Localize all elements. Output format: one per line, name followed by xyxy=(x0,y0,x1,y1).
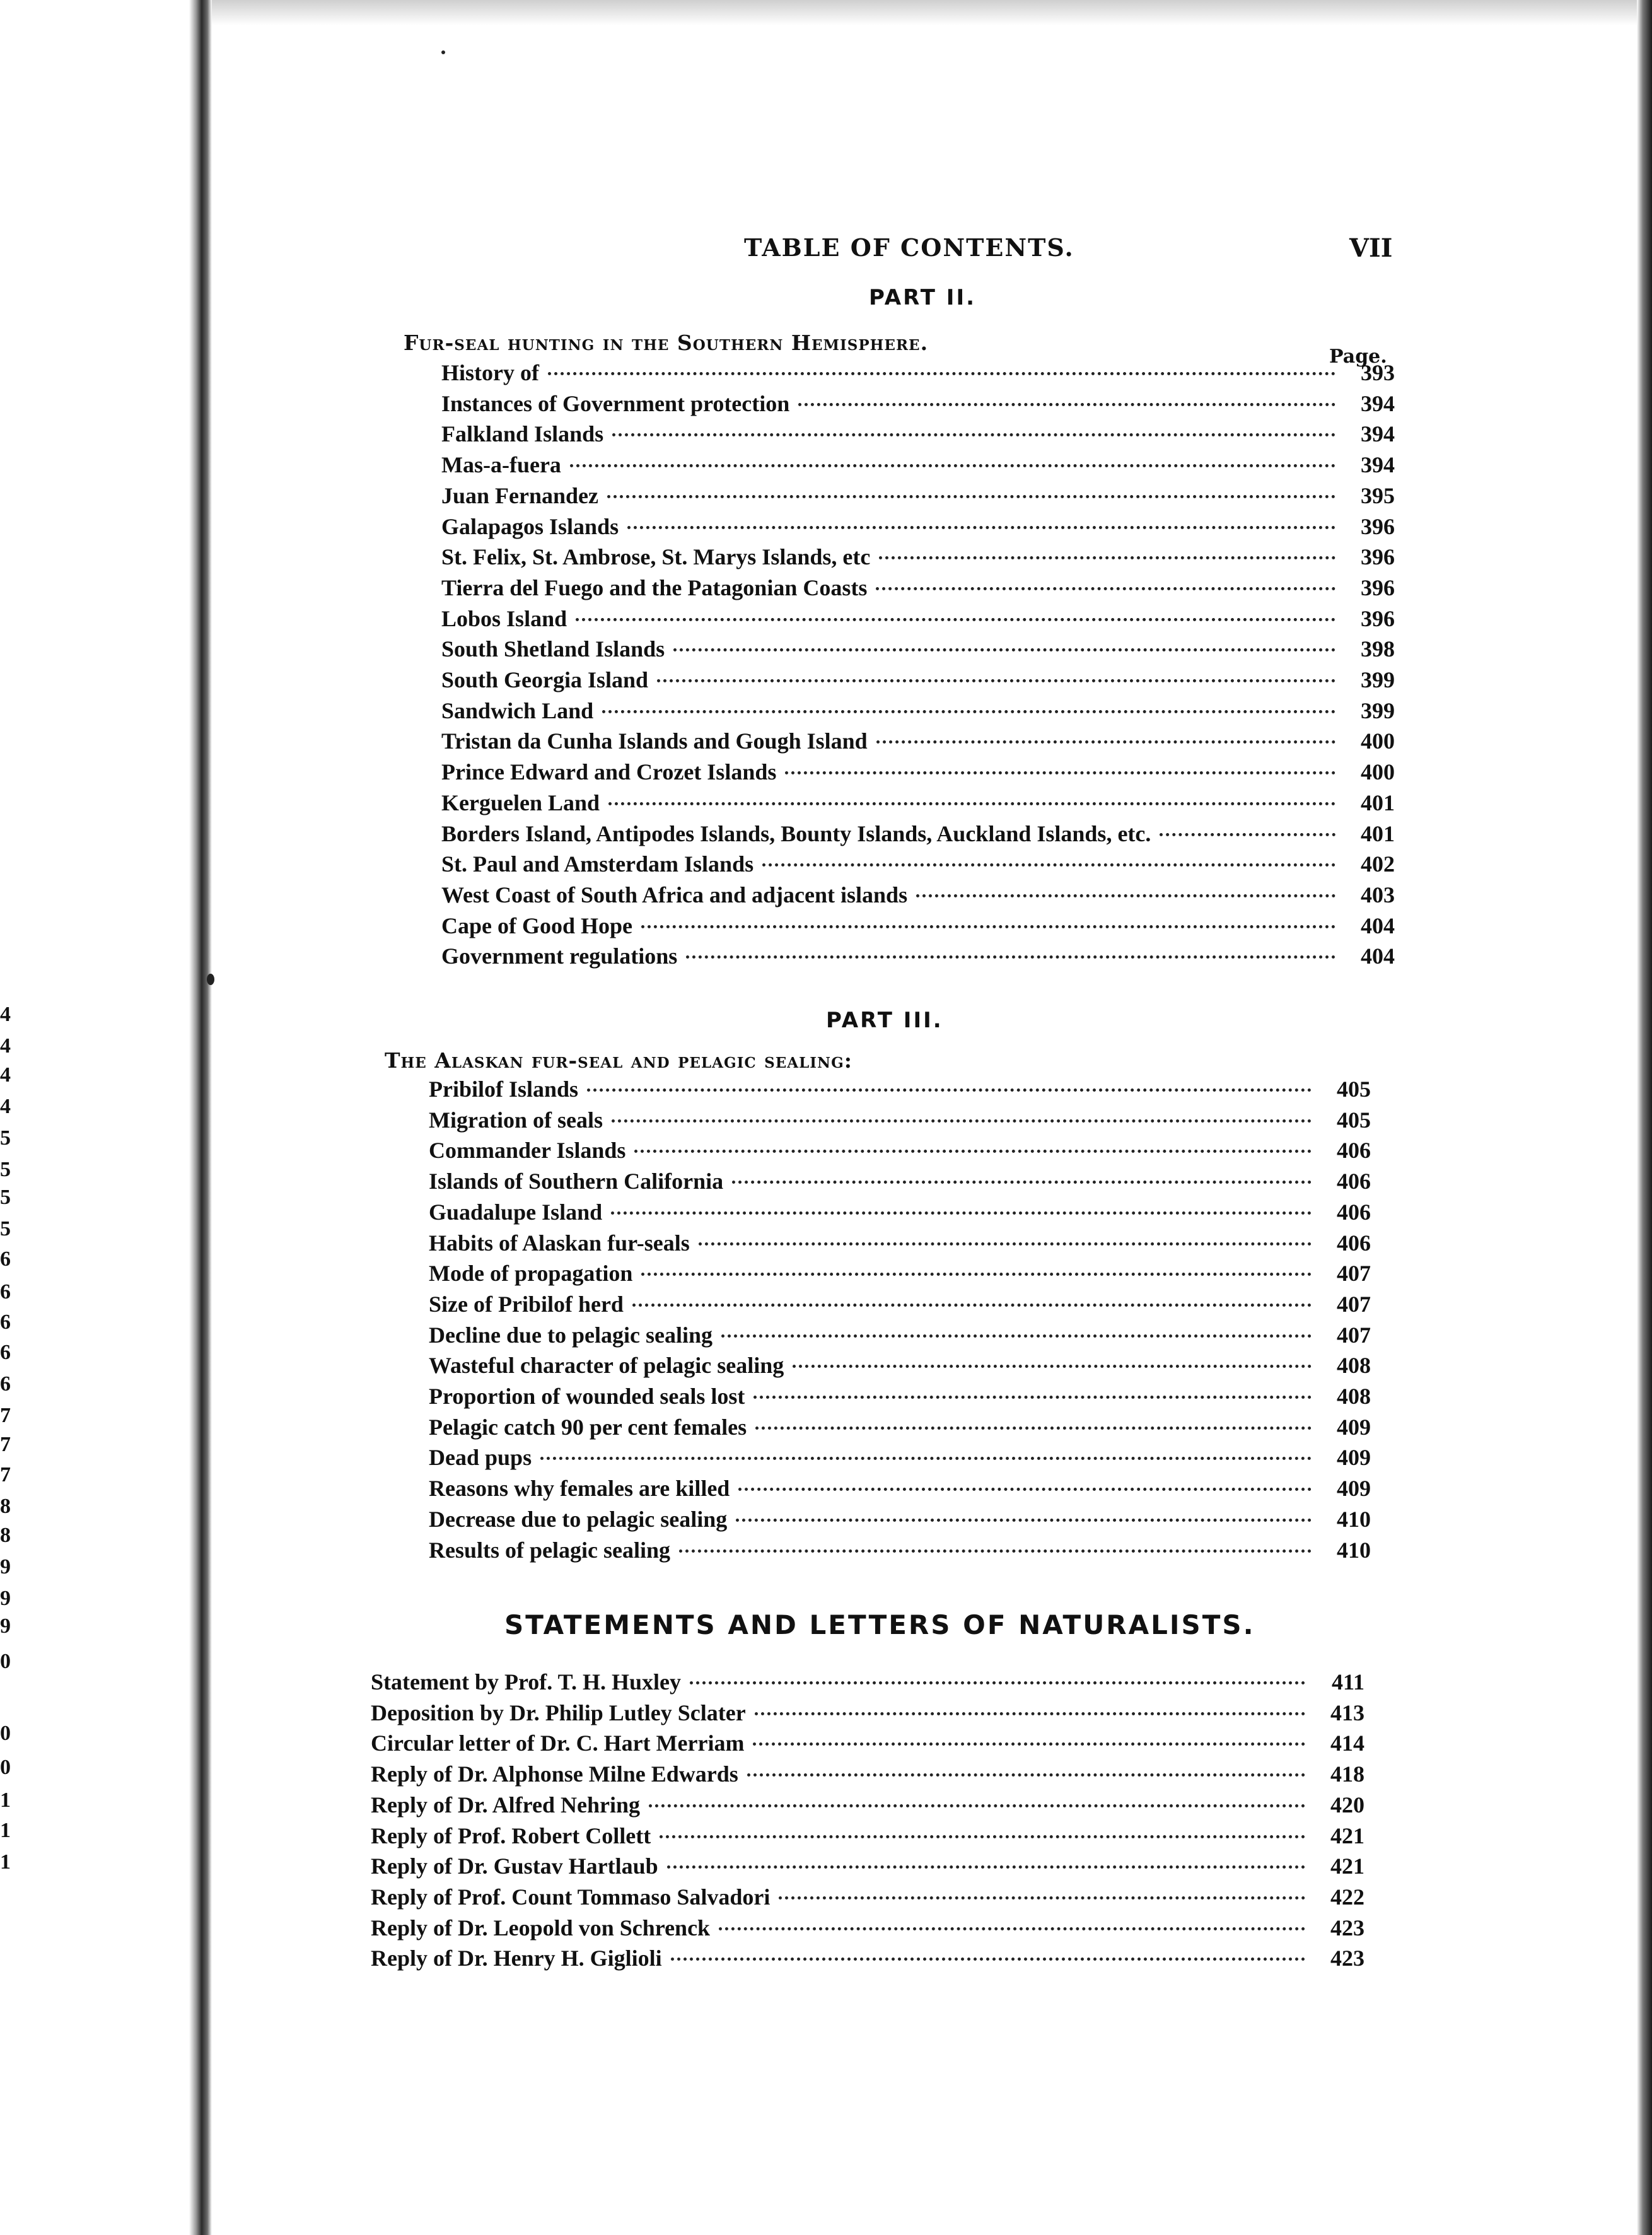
toc-entry xyxy=(429,1107,1371,1137)
leader-dots xyxy=(732,1181,1312,1184)
toc-entry xyxy=(441,790,1395,820)
adjacent-page-number: 4 xyxy=(0,1063,11,1087)
toc-entry-label: Commander Islands xyxy=(429,1138,626,1164)
adjacent-page-margin xyxy=(0,0,50,2235)
adjacent-page-number: 0 xyxy=(0,1722,11,1745)
toc-entry xyxy=(429,1352,1371,1382)
adjacent-page-number: 1 xyxy=(0,1850,11,1874)
leader-dots xyxy=(607,495,1335,498)
page-folio: VII xyxy=(1349,233,1393,263)
toc-entry-label: Statement by Prof. T. H. Huxley xyxy=(371,1669,681,1695)
toc-entry xyxy=(441,390,1395,421)
toc-entry-page: 406 xyxy=(1337,1138,1371,1164)
toc-entry xyxy=(429,1168,1371,1198)
toc-entry-page: 394 xyxy=(1361,421,1395,447)
adjacent-page-number: 1 xyxy=(0,1819,11,1842)
toc-entry xyxy=(429,1506,1371,1536)
adjacent-page-number: 4 xyxy=(0,1034,11,1058)
leader-dots xyxy=(793,1365,1312,1368)
adjacent-page-number: 1 xyxy=(0,1789,11,1812)
toc-entry xyxy=(371,1884,1364,1914)
naturalists-heading: STATEMENTS AND LETTERS OF NATURALISTS. xyxy=(504,1609,1255,1640)
toc-entry-label: Government regulations xyxy=(441,943,678,969)
toc-entry-label: Cape of Good Hope xyxy=(441,913,633,938)
toc-entry-label: Reply of Dr. Alphonse Milne Edwards xyxy=(371,1761,738,1787)
toc-entry-page: 396 xyxy=(1361,605,1395,631)
toc-entry xyxy=(429,1260,1371,1290)
toc-entry xyxy=(441,943,1395,973)
toc-entry-label: Migration of seals xyxy=(429,1107,603,1133)
toc-entry-label: Tristan da Cunha Islands and Gough Island xyxy=(441,728,868,754)
leader-dots xyxy=(657,679,1335,682)
toc-entry xyxy=(441,697,1395,728)
toc-entry-label: Proportion of wounded seals lost xyxy=(429,1384,745,1409)
leader-dots xyxy=(608,802,1335,805)
toc-entry-page: 406 xyxy=(1337,1230,1371,1256)
leader-dots xyxy=(755,1712,1305,1715)
ink-speck xyxy=(441,50,445,54)
toc-entry-page: 403 xyxy=(1361,882,1395,907)
adjacent-page-number: 7 xyxy=(0,1433,11,1456)
toc-entry-page: 396 xyxy=(1361,513,1395,539)
adjacent-page-number: 6 xyxy=(0,1247,11,1271)
toc-entry xyxy=(429,1383,1371,1413)
leader-dots xyxy=(762,863,1335,867)
leader-dots xyxy=(1160,833,1335,836)
leader-dots xyxy=(602,710,1335,713)
toc-entry-page: 406 xyxy=(1337,1199,1371,1225)
adjacent-page-number: 6 xyxy=(0,1280,11,1304)
leader-dots xyxy=(879,556,1335,559)
toc-entry xyxy=(371,1823,1364,1853)
toc-entry xyxy=(441,452,1395,482)
part-ii-heading: Fur-seal hunting in the Southern Hemisphere. xyxy=(404,330,929,355)
leader-dots xyxy=(634,1150,1312,1153)
adjacent-page-number: 5 xyxy=(0,1126,11,1150)
page-top-shadow xyxy=(212,0,1637,25)
toc-entry-label: Instances of Government protection xyxy=(441,390,790,416)
page-column-label: Page. xyxy=(1329,346,1387,368)
toc-entry xyxy=(429,1137,1371,1167)
toc-entry xyxy=(441,421,1395,451)
toc-entry xyxy=(371,1700,1364,1730)
toc-entry-page: 407 xyxy=(1337,1322,1371,1348)
toc-entry-page: 411 xyxy=(1331,1669,1364,1695)
ink-speck xyxy=(207,974,214,985)
toc-entry-page: 408 xyxy=(1337,1353,1371,1379)
toc-entry-label: Falkland Islands xyxy=(441,421,604,447)
toc-entry-label: Mode of propagation xyxy=(429,1261,633,1287)
toc-entry-page: 395 xyxy=(1361,482,1395,508)
toc-entry-label: Decrease due to pelagic sealing xyxy=(429,1506,728,1532)
toc-entry xyxy=(371,1669,1364,1699)
adjacent-page-number: 9 xyxy=(0,1614,11,1638)
toc-entry-label: Mas-a-fuera xyxy=(441,452,561,478)
leader-dots xyxy=(798,403,1335,406)
toc-entry-label: Reply of Dr. Leopold von Schrenck xyxy=(371,1915,711,1940)
toc-entry-page: 401 xyxy=(1361,820,1395,846)
toc-entry-label: Decline due to pelagic sealing xyxy=(429,1322,713,1348)
page-edge-shadow xyxy=(1637,0,1652,2235)
toc-entry-page: 410 xyxy=(1337,1537,1371,1563)
adjacent-page-number: 8 xyxy=(0,1495,11,1518)
toc-entry xyxy=(441,513,1395,544)
running-head: TABLE OF CONTENTS. xyxy=(744,233,1074,262)
toc-entry-page: 400 xyxy=(1361,728,1395,754)
leader-dots xyxy=(747,1773,1305,1777)
toc-entry-page: 404 xyxy=(1361,943,1395,969)
toc-entry xyxy=(371,1945,1364,1975)
toc-entry-page: 399 xyxy=(1361,667,1395,692)
toc-entry-page: 420 xyxy=(1330,1792,1364,1818)
toc-entry-label: Lobos Island xyxy=(441,605,567,631)
toc-entry-page: 405 xyxy=(1337,1107,1371,1133)
toc-entry-label: Pelagic catch 90 per cent females xyxy=(429,1414,747,1440)
toc-entry-page: 404 xyxy=(1361,913,1395,938)
toc-entry-label: South Georgia Island xyxy=(441,667,649,692)
toc-entry xyxy=(441,359,1395,390)
toc-entry-label: Reply of Dr. Gustav Hartlaub xyxy=(371,1853,658,1879)
toc-entry-label: Guadalupe Island xyxy=(429,1199,603,1225)
toc-entry-label: Deposition by Dr. Philip Lutley Sclater xyxy=(371,1700,746,1725)
toc-entry-label: Juan Fernandez xyxy=(441,482,599,508)
toc-entry-page: 421 xyxy=(1330,1823,1364,1848)
toc-entry-label: Reply of Dr. Henry H. Giglioli xyxy=(371,1946,662,1971)
toc-entry xyxy=(441,820,1395,851)
toc-entry xyxy=(429,1322,1371,1352)
toc-entry-label: South Shetland Islands xyxy=(441,636,665,662)
toc-entry-label: Reply of Prof. Count Tommaso Salvadori xyxy=(371,1884,771,1910)
leader-dots xyxy=(785,771,1335,774)
leader-dots xyxy=(632,1304,1312,1307)
adjacent-page-number: 9 xyxy=(0,1555,11,1579)
leader-dots xyxy=(738,1488,1312,1491)
leader-dots xyxy=(753,1742,1305,1746)
toc-entry-label: Circular letter of Dr. C. Hart Merriam xyxy=(371,1730,745,1756)
toc-entry xyxy=(441,575,1395,605)
toc-entry-label: Galapagos Islands xyxy=(441,513,619,539)
toc-entry-page: 423 xyxy=(1330,1915,1364,1940)
toc-entry-label: St. Paul and Amsterdam Islands xyxy=(441,851,754,877)
leader-dots xyxy=(876,740,1335,744)
leader-dots xyxy=(699,1242,1312,1246)
toc-entry-page: 423 xyxy=(1330,1946,1364,1971)
toc-entry-label: West Coast of South Africa and adjacent islands xyxy=(441,882,908,907)
toc-entry-label: Wasteful character of pelagic sealing xyxy=(429,1353,784,1379)
leader-dots xyxy=(721,1334,1312,1338)
toc-entry-page: 405 xyxy=(1337,1077,1371,1102)
toc-entry-page: 422 xyxy=(1330,1884,1364,1910)
leader-dots xyxy=(736,1519,1312,1522)
leader-dots xyxy=(627,526,1335,529)
toc-entry xyxy=(371,1792,1364,1822)
toc-entry-label: Size of Pribilof herd xyxy=(429,1291,624,1317)
toc-entry-page: 410 xyxy=(1337,1506,1371,1532)
leader-dots xyxy=(587,1088,1312,1092)
toc-entry xyxy=(429,1076,1371,1106)
adjacent-page-number: 6 xyxy=(0,1372,11,1396)
adjacent-page-number: 6 xyxy=(0,1341,11,1364)
adjacent-page-number: 9 xyxy=(0,1587,11,1610)
toc-entry-page: 401 xyxy=(1361,790,1395,815)
toc-entry-label: Pribilof Islands xyxy=(429,1077,579,1102)
leader-dots xyxy=(686,955,1335,959)
leader-dots xyxy=(641,1273,1312,1276)
toc-entry xyxy=(441,667,1395,697)
toc-entry-label: Kerguelen Land xyxy=(441,790,600,815)
adjacent-page-number: 5 xyxy=(0,1158,11,1181)
adjacent-page-number: 0 xyxy=(0,1756,11,1779)
leader-dots xyxy=(671,1958,1305,1961)
toc-entry-label: Borders Island, Antipodes Islands, Bounty Islands, Auckland Islands, etc. xyxy=(441,820,1151,846)
toc-entry-page: 402 xyxy=(1361,851,1395,877)
toc-entry xyxy=(429,1291,1371,1321)
leader-dots xyxy=(667,1865,1305,1869)
leader-dots xyxy=(673,648,1335,651)
toc-entry-page: 406 xyxy=(1337,1169,1371,1194)
toc-entry-page: 421 xyxy=(1330,1853,1364,1879)
toc-entry-label: Reply of Dr. Alfred Nehring xyxy=(371,1792,640,1818)
adjacent-page-number: 7 xyxy=(0,1463,11,1486)
toc-entry-label: Prince Edward and Crozet Islands xyxy=(441,759,777,785)
leader-dots xyxy=(679,1549,1312,1553)
toc-entry xyxy=(441,913,1395,943)
leader-dots xyxy=(576,618,1335,621)
leader-dots xyxy=(916,894,1335,897)
leader-dots xyxy=(876,587,1335,590)
leader-dots xyxy=(612,433,1335,436)
leader-dots xyxy=(690,1681,1305,1684)
toc-entry xyxy=(441,851,1395,881)
toc-entry xyxy=(429,1414,1371,1444)
toc-entry-label: St. Felix, St. Ambrose, St. Marys Islands, etc xyxy=(441,544,871,570)
leader-dots xyxy=(570,464,1335,467)
toc-entry-label: Sandwich Land xyxy=(441,697,594,723)
toc-entry-page: 396 xyxy=(1361,544,1395,570)
toc-entry-page: 407 xyxy=(1337,1291,1371,1317)
part-iii-heading: The Alaskan fur-seal and pelagic sealing: xyxy=(385,1048,852,1073)
leader-dots xyxy=(719,1927,1305,1930)
toc-entry-page: 413 xyxy=(1330,1700,1364,1725)
toc-entry-label: Dead pups xyxy=(429,1445,532,1471)
part-ii-title: PART II. xyxy=(869,285,977,310)
part-iii-title: PART III. xyxy=(826,1008,943,1033)
leader-dots xyxy=(755,1427,1312,1430)
adjacent-page-number: 4 xyxy=(0,1095,11,1118)
leader-dots xyxy=(611,1211,1312,1215)
toc-entry-label: Results of pelagic sealing xyxy=(429,1537,670,1563)
toc-entry xyxy=(441,482,1395,513)
toc-entry-page: 418 xyxy=(1330,1761,1364,1787)
toc-entry xyxy=(441,759,1395,789)
leader-dots xyxy=(649,1804,1305,1807)
toc-entry-label: Habits of Alaskan fur-seals xyxy=(429,1230,690,1256)
toc-entry xyxy=(441,636,1395,666)
toc-entry xyxy=(371,1915,1364,1945)
toc-entry-label: Islands of Southern California xyxy=(429,1169,724,1194)
adjacent-page-number: 5 xyxy=(0,1186,11,1209)
toc-entry-label: Reply of Prof. Robert Collett xyxy=(371,1823,651,1848)
toc-entry xyxy=(429,1230,1371,1260)
toc-entry-page: 394 xyxy=(1361,390,1395,416)
toc-entry xyxy=(441,544,1395,574)
toc-entry-page: 393 xyxy=(1361,360,1395,385)
toc-entry xyxy=(441,882,1395,912)
toc-entry-page: 409 xyxy=(1337,1445,1371,1471)
toc-entry-page: 409 xyxy=(1337,1414,1371,1440)
leader-dots xyxy=(641,925,1335,928)
toc-entry xyxy=(371,1730,1364,1760)
toc-entry xyxy=(441,605,1395,636)
toc-entry-page: 398 xyxy=(1361,636,1395,662)
leader-dots xyxy=(779,1896,1305,1899)
toc-entry xyxy=(371,1853,1364,1883)
leader-dots xyxy=(548,372,1335,375)
toc-entry xyxy=(429,1537,1371,1567)
leader-dots xyxy=(660,1835,1305,1838)
adjacent-page-number: 6 xyxy=(0,1310,11,1334)
toc-entry xyxy=(429,1475,1371,1505)
toc-entry-page: 399 xyxy=(1361,697,1395,723)
leader-dots xyxy=(540,1457,1312,1460)
leader-dots xyxy=(612,1119,1312,1123)
toc-entry-page: 396 xyxy=(1361,575,1395,600)
leader-dots xyxy=(753,1396,1312,1399)
toc-entry-page: 409 xyxy=(1337,1476,1371,1502)
adjacent-page-number: 7 xyxy=(0,1404,11,1427)
adjacent-page-number: 4 xyxy=(0,1003,11,1026)
toc-entry xyxy=(429,1444,1371,1474)
toc-entry xyxy=(371,1761,1364,1791)
book-spine-shadow xyxy=(189,0,212,2235)
toc-entry-label: Tierra del Fuego and the Patagonian Coasts xyxy=(441,575,868,600)
adjacent-page-number: 0 xyxy=(0,1650,11,1673)
toc-entry xyxy=(429,1199,1371,1229)
toc-entry-page: 408 xyxy=(1337,1384,1371,1409)
toc-entry-label: History of xyxy=(441,360,539,385)
toc-entry xyxy=(441,728,1395,758)
toc-entry-page: 394 xyxy=(1361,452,1395,478)
adjacent-page-number: 8 xyxy=(0,1524,11,1547)
toc-entry-page: 414 xyxy=(1330,1730,1364,1756)
toc-entry-page: 407 xyxy=(1337,1261,1371,1287)
toc-entry-label: Reasons why females are killed xyxy=(429,1476,730,1502)
toc-entry-page: 400 xyxy=(1361,759,1395,785)
adjacent-page-number: 5 xyxy=(0,1217,11,1240)
